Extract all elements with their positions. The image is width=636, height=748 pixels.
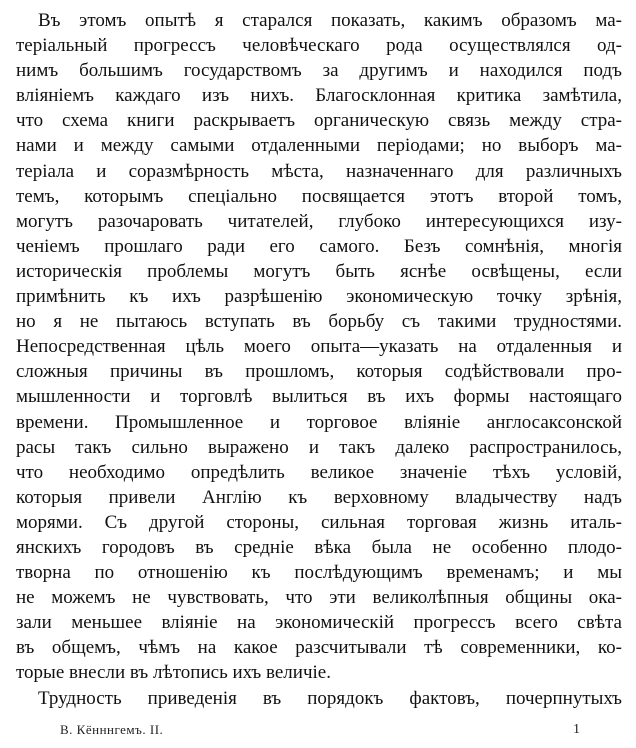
text-line: въ общемъ, чѣмъ на какое разсчитывали тѣ современники, ко- xyxy=(16,637,622,659)
text-line: морями. Съ другой стороны, сильная торговая жизнь италь- xyxy=(16,511,622,533)
text-line: примѣнить къ ихъ разрѣшенію экономическую точку зрѣнія, xyxy=(16,286,622,308)
text-line: мышленности и торговлѣ вылиться въ ихъ формы настоящаго xyxy=(16,386,622,408)
text-line: ченіемъ прошлаго ради его самого. Безъ сомнѣнія, многія xyxy=(16,235,622,257)
text-line: но я не пытаюсь вступать въ борьбу съ такими трудностями. xyxy=(16,311,622,333)
text-line: творна по отношенію къ послѣдующимъ временамъ; и мы xyxy=(16,562,622,584)
text-line: нами и между самыми отдаленными періодами; но выборъ ма- xyxy=(16,135,622,157)
text-line: историческія проблемы могутъ быть яснѣе освѣщены, если xyxy=(16,260,622,282)
text-line: Непосредственная цѣль моего опыта—указать на отдаленныя и xyxy=(16,336,622,358)
text-line: темъ, которымъ спеціально посвящается этотъ второй томъ, xyxy=(16,185,622,207)
text-line: что схема книги раскрываетъ органическую связь между стра- xyxy=(16,110,622,132)
text-line: вліяніемъ каждаго изъ нихъ. Благосклонная критика замѣтила, xyxy=(16,85,622,107)
text-line: Въ этомъ опытѣ я старался показать, какимъ образомъ ма- xyxy=(38,10,622,31)
text-line: что необходимо опредѣлить великое значеніе тѣхъ условій, xyxy=(16,461,622,483)
text-line: расы такъ сильно выражено и такъ далеко распространилось, xyxy=(16,436,622,458)
text-line: могутъ разочаровать читателей, глубоко интересующихся изу- xyxy=(16,210,622,232)
text-line: не можемъ не чувствовать, что эти великолѣпныя общины ока- xyxy=(16,587,622,609)
text-line: теріальный прогрессъ человѣческаго рода осуществлялся од- xyxy=(16,35,622,57)
page-footer xyxy=(60,722,580,742)
text-line: нимъ большимъ государствомъ за другимъ и находился подъ xyxy=(16,60,622,82)
text-line: времени. Промышленное и торговое вліяніе англосаксонской xyxy=(16,411,622,433)
text-line: которыя привели Англію къ верховному владычеству надъ xyxy=(16,486,622,508)
text-line: теріала и соразмѣрность мѣста, назначеннаго для различныхъ xyxy=(16,160,622,182)
page-number: 1 xyxy=(573,722,580,737)
text-line: янскихъ городовъ въ средніе вѣка была не особенно плодо- xyxy=(16,536,622,558)
body-text xyxy=(16,8,622,711)
text-line: торые внесли въ лѣтопись ихъ величіе. xyxy=(16,662,331,684)
footer-signature: В. Кённнгемъ. II. xyxy=(60,722,164,737)
text-line: зали меньшее вліяніе на экономическій прогрессъ всего свѣта xyxy=(16,612,622,634)
text-line: сложныя причины въ прошломъ, которыя содѣйствовали про- xyxy=(16,361,622,383)
text-line: Трудность приведенія въ порядокъ фактовъ, почерпнутыхъ xyxy=(38,687,622,709)
